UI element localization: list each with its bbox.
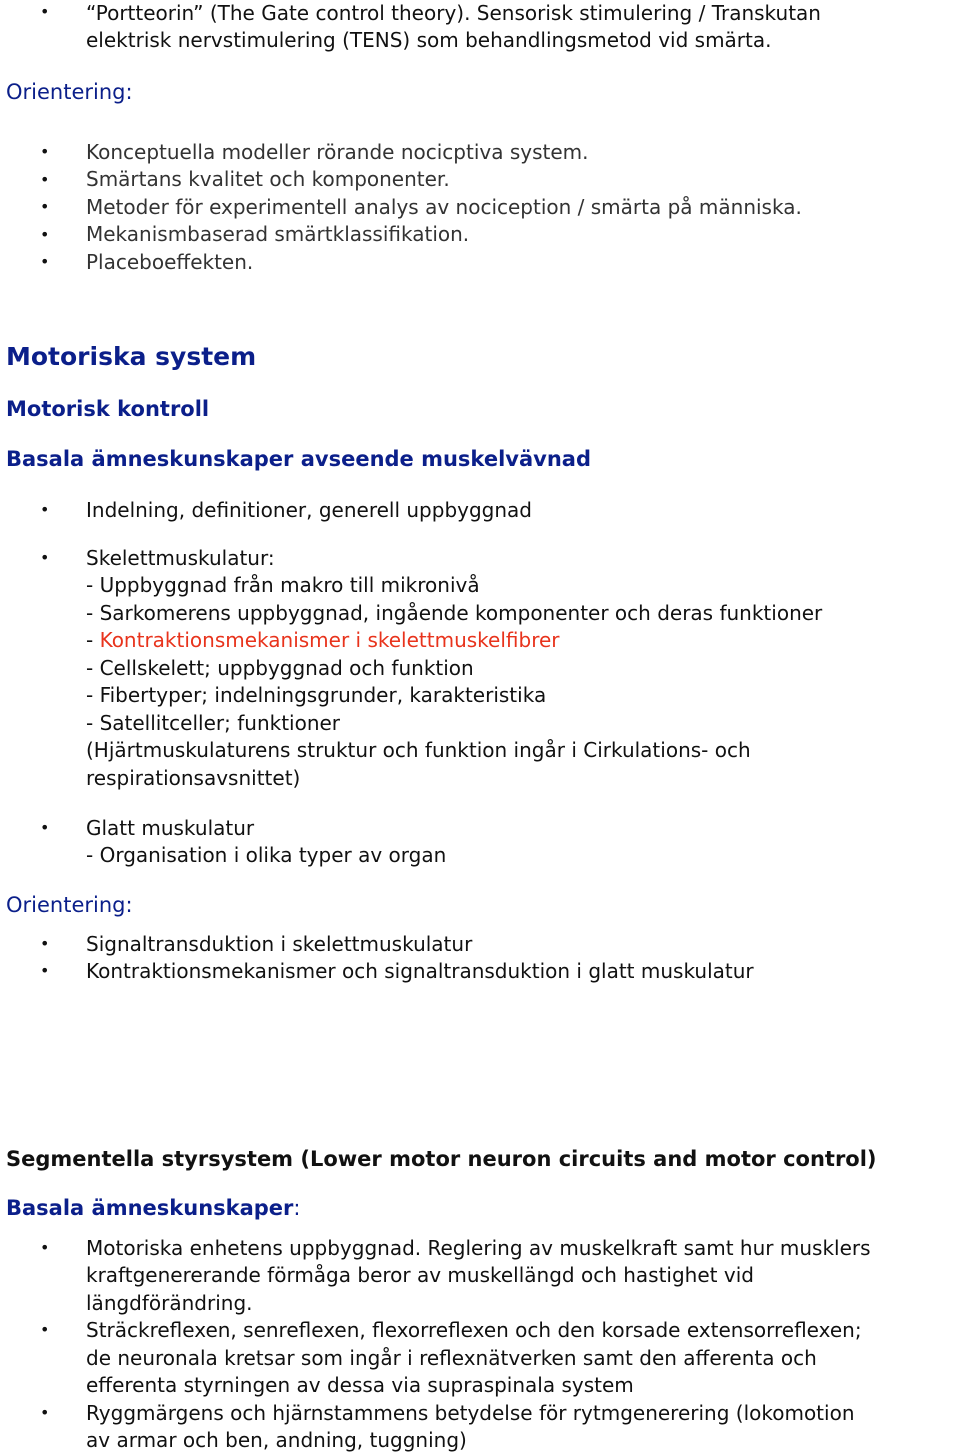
bullet-dot-icon: • xyxy=(40,142,50,161)
list-item-gate-control-line2: elektrisk nervstimulering (TENS) som behandlingsmetod vid smärta. xyxy=(86,28,772,52)
basics-heading-label: Basala ämneskunskaper xyxy=(6,1196,294,1220)
bullet-dot-icon: • xyxy=(40,818,50,837)
skeletal-line-8: respirationsavsnittet) xyxy=(86,766,301,790)
basics-heading xyxy=(6,1195,301,1223)
segment-item-2-line-3: efferenta styrningen av dessa via supraspinala system xyxy=(86,1373,634,1397)
bullet-dot-icon: • xyxy=(40,1403,50,1422)
bullet-dot-icon: • xyxy=(40,252,50,271)
orientation-heading-2: Orientering: xyxy=(6,893,133,917)
segment-item-1-line-3: längdförändring. xyxy=(86,1291,253,1315)
segment-item-2-line-1: Sträckreflexen, senreflexen, flexorreflexen och den korsade extensorreflexen; xyxy=(86,1318,862,1342)
orientation-item-1: Konceptuella modeller rörande nocicptiva system. xyxy=(86,140,589,164)
skeletal-line-4: - Cellskelett; uppbyggnad och funktion xyxy=(86,656,474,680)
smooth-muscle-line-1: - Organisation i olika typer av organ xyxy=(86,843,447,867)
skeletal-line-7: (Hjärtmuskulaturens struktur och funktion ingår i Cirkulations- och xyxy=(86,738,751,762)
bullet-dot-icon: • xyxy=(40,961,50,980)
bullet-dot-icon: • xyxy=(40,1238,50,1257)
bullet-dot-icon: • xyxy=(40,1320,50,1339)
section-title-segmental-control: Segmentella styrsystem (Lower motor neuron circuits and motor control) xyxy=(6,1147,877,1171)
skeletal-line-2: - Sarkomerens uppbyggnad, ingående komponenter och deras funktioner xyxy=(86,601,823,625)
skeletal-line-1: - Uppbyggnad från makro till mikronivå xyxy=(86,573,480,597)
segment-item-1-line-1: Motoriska enhetens uppbyggnad. Reglering av muskelkraft samt hur musklers xyxy=(86,1236,871,1260)
list-item-gate-control-line1: “Portteorin” (The Gate control theory). Sensorisk stimulering / Transkutan xyxy=(86,1,821,25)
segment-item-2-line-2: de neuronala kretsar som ingår i reflexnätverken samt den afferenta och xyxy=(86,1346,817,1370)
subsection-title-motor-control: Motorisk kontroll xyxy=(6,397,210,421)
orientation-heading-1: Orientering: xyxy=(6,80,133,104)
bullet-dot-icon: • xyxy=(40,934,50,953)
segment-item-3-line-1: Ryggmärgens och hjärnstammens betydelse för rytmgenerering (lokomotion xyxy=(86,1401,855,1425)
basics-heading-colon: : xyxy=(293,1196,301,1220)
bullet-dot-icon: • xyxy=(40,548,50,567)
bullet-dot-icon: • xyxy=(40,197,50,216)
smooth-muscle-label: Glatt muskulatur xyxy=(86,816,255,840)
bullet-dot-icon: • xyxy=(40,225,50,244)
skeletal-line-3 xyxy=(86,627,560,655)
skeletal-line-5: - Fibertyper; indelningsgrunder, karakteristika xyxy=(86,683,547,707)
orientation-item-3: Metoder för experimentell analys av nociception / smärta på människa. xyxy=(86,195,802,219)
skeletal-muscle-label: Skelettmuskulatur: xyxy=(86,546,275,570)
skeletal-line-6: - Satellitceller; funktioner xyxy=(86,711,341,735)
orientation-item-2: Smärtans kvalitet och komponenter. xyxy=(86,167,450,191)
segment-item-3-line-2: av armar och ben, andning, tuggning) xyxy=(86,1428,467,1452)
bullet-dot-icon: • xyxy=(40,2,50,21)
skeletal-line-3-prefix: - xyxy=(86,628,100,652)
contraction-mechanisms-link[interactable]: Kontraktionsmekanismer i skelettmuskelfibrer xyxy=(99,628,560,652)
segment-item-1-line-2: kraftgenererande förmåga beror av muskellängd och hastighet vid xyxy=(86,1263,754,1287)
orientation-item-4: Mekanismbaserad smärtklassifikation. xyxy=(86,222,470,246)
section-title-motor-systems: Motoriska system xyxy=(6,342,257,371)
subsection-basics-muscle-tissue: Basala ämneskunskaper avseende muskelvävnad xyxy=(6,447,591,471)
list-item-classification: Indelning, definitioner, generell uppbyggnad xyxy=(86,498,532,522)
orientation2-item-2: Kontraktionsmekanismer och signaltransduktion i glatt muskulatur xyxy=(86,959,754,983)
orientation-item-5: Placeboeffekten. xyxy=(86,250,254,274)
bullet-dot-icon: • xyxy=(40,500,50,519)
bullet-dot-icon: • xyxy=(40,170,50,189)
orientation2-item-1: Signaltransduktion i skelettmuskulatur xyxy=(86,932,473,956)
